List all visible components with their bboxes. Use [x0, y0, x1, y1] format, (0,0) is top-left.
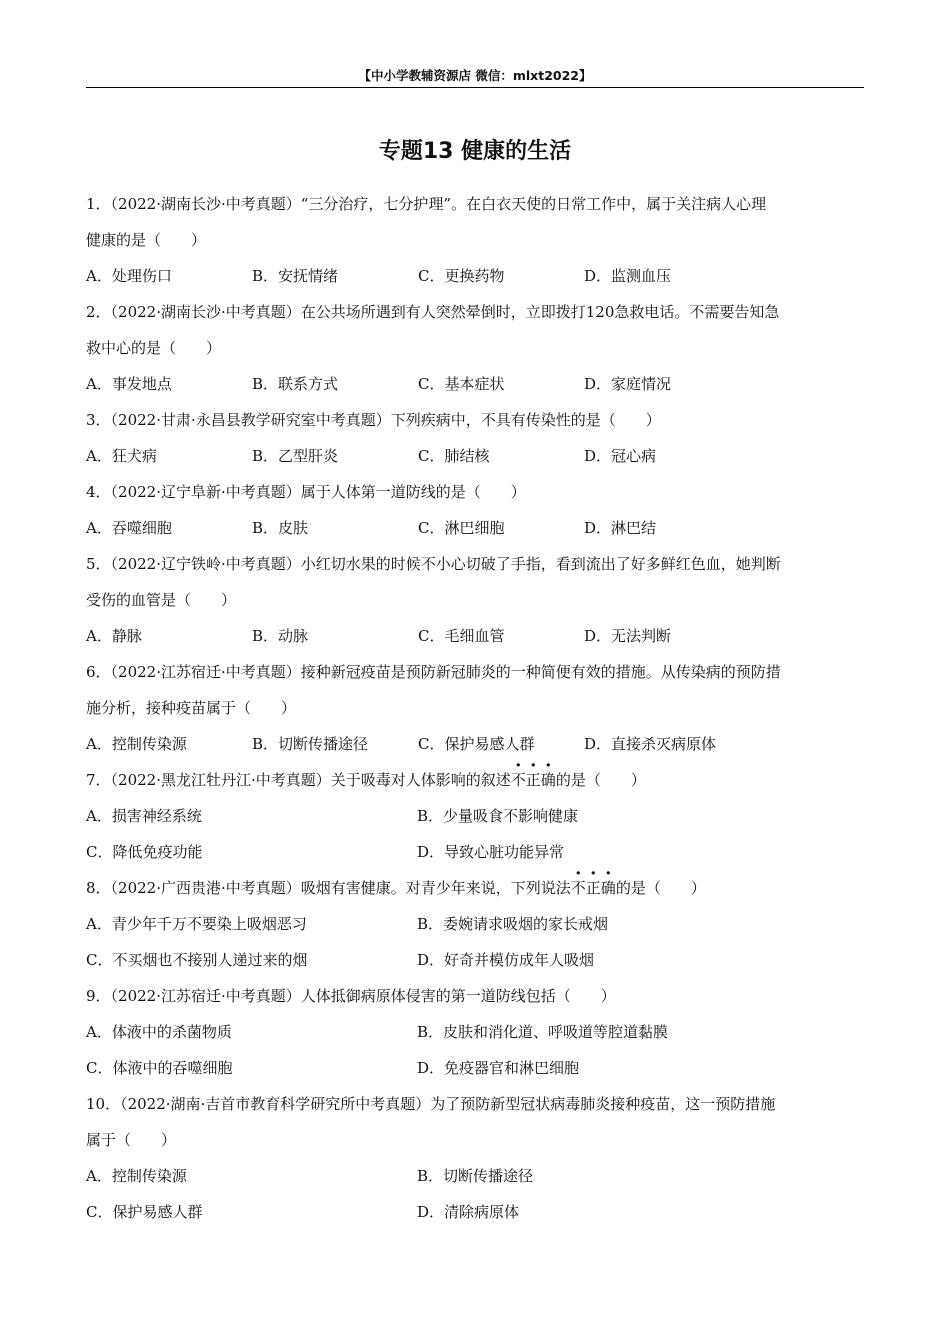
question-stem: 1．（2022·湖南长沙·中考真题）“三分治疗，七分护理”。在白衣天使的日常工作中，属于关注病人心理 — [86, 195, 767, 213]
option-d: D．家庭情况 — [584, 375, 672, 393]
question-stem: 9．（2022·江苏宿迁·中考真题）人体抵御病原体侵害的第一道防线包括（ ） — [86, 987, 616, 1005]
option-a: A．静脉 — [86, 627, 142, 645]
question-3 — [86, 402, 864, 474]
option-c: C．更换药物 — [418, 267, 505, 285]
question-stem: 6．（2022·江苏宿迁·中考真题）接种新冠疫苗是预防新冠肺炎的一种简便有效的措施。从传染病的预防措 — [86, 663, 781, 681]
option-c: C．保护易感人群 — [418, 735, 535, 753]
options-row — [86, 942, 864, 978]
option-d: D．免疫器官和淋巴细胞 — [417, 1059, 580, 1077]
option-d: D．淋巴结 — [584, 519, 657, 537]
emphasis-char: 正 — [585, 879, 601, 897]
option-d: D．监测血压 — [584, 267, 672, 285]
question-stem-continued: 受伤的血管是（ ） — [86, 591, 237, 609]
question-stem-continued: 健康的是（ ） — [86, 231, 207, 249]
option-d: D．导致心脏功能异常 — [417, 843, 565, 861]
question-stem: 5．（2022·辽宁铁岭·中考真题）小红切水果的时候不小心切破了手指，看到流出了好多鲜红色血，她判断 — [86, 555, 781, 573]
options-row — [86, 1158, 864, 1194]
option-d: D．清除病原体 — [417, 1203, 520, 1221]
option-b: B．动脉 — [252, 627, 309, 645]
options-row — [86, 618, 864, 654]
question-2 — [86, 294, 864, 402]
question-5 — [86, 546, 864, 654]
option-c: C．毛细血管 — [418, 627, 505, 645]
option-a: A．狂犬病 — [86, 447, 157, 465]
option-c: C．淋巴细胞 — [418, 519, 505, 537]
options-row — [86, 366, 864, 402]
emphasis-char: 确 — [540, 771, 556, 789]
options-row — [86, 438, 864, 474]
option-a: A．青少年千万不要染上吸烟恶习 — [86, 915, 307, 933]
question-10 — [86, 1086, 864, 1230]
question-9 — [86, 978, 864, 1086]
option-a: A．控制传染源 — [86, 1167, 187, 1185]
option-b: B．切断传播途径 — [252, 735, 369, 753]
question-stem-continued: 施分析，接种疫苗属于（ ） — [86, 699, 297, 717]
question-stem: 3．（2022·甘肃·永昌县教学研究室中考真题）下列疾病中，不具有传染性的是（ ） — [86, 411, 661, 429]
option-a: A．损害神经系统 — [86, 807, 202, 825]
question-stem: 4．（2022·辽宁阜新·中考真题）属于人体第一道防线的是（ ） — [86, 483, 526, 501]
emphasis-char: 正 — [525, 771, 541, 789]
option-b: B．委婉请求吸烟的家长戒烟 — [417, 915, 609, 933]
page-header: 【中小学教辅资源店 微信：mlxt2022】 — [358, 68, 592, 83]
options-row — [86, 834, 864, 870]
question-stem — [86, 762, 864, 798]
stem-text: 7．（2022·黑龙江牡丹江·中考真题）关于吸毒对人体影响的叙述 — [86, 771, 511, 789]
option-a: A．处理伤口 — [86, 267, 172, 285]
stem-text: 的是（ ） — [615, 879, 706, 897]
stem-text: 的是（ ） — [555, 771, 646, 789]
options-row — [86, 798, 864, 834]
question-stem — [86, 870, 864, 906]
question-6 — [86, 654, 864, 762]
option-d: D．直接杀灭病原体 — [584, 735, 717, 753]
option-d: D．好奇并模仿成年人吸烟 — [417, 951, 595, 969]
option-d: D．无法判断 — [584, 627, 672, 645]
question-stem-continued: 救中心的是（ ） — [86, 339, 222, 357]
option-b: B．皮肤 — [252, 519, 309, 537]
emphasis-char: 不 — [510, 771, 526, 789]
page-title: 专题13 健康的生活 — [378, 139, 572, 164]
option-a: A．事发地点 — [86, 375, 172, 393]
option-b: B．乙型肝炎 — [252, 447, 339, 465]
stem-text: 8．（2022·广西贵港·中考真题）吸烟有害健康。对青少年来说，下列说法 — [86, 879, 571, 897]
question-7 — [86, 762, 864, 870]
question-stem-continued: 属于（ ） — [86, 1131, 177, 1149]
option-b: B．联系方式 — [252, 375, 339, 393]
options-row — [86, 258, 864, 294]
options-row — [86, 1050, 864, 1086]
options-row — [86, 726, 864, 762]
option-c: C．基本症状 — [418, 375, 505, 393]
option-a: A．控制传染源 — [86, 735, 187, 753]
option-b: B．切断传播途径 — [417, 1167, 534, 1185]
question-stem: 2．（2022·湖南长沙·中考真题）在公共场所遇到有人突然晕倒时，立即拨打120急救电话。不需要告知急 — [86, 303, 780, 321]
option-c: C．体液中的吞噬细胞 — [86, 1059, 233, 1077]
question-list — [86, 186, 864, 1230]
emphasis-char: 确 — [600, 879, 616, 897]
option-c: C．保护易感人群 — [86, 1203, 203, 1221]
option-c: C．肺结核 — [418, 447, 490, 465]
options-row — [86, 510, 864, 546]
option-c: C．降低免疫功能 — [86, 843, 203, 861]
option-a: A．体液中的杀菌物质 — [86, 1023, 232, 1041]
option-b: B．皮肤和消化道、呼吸道等腔道黏膜 — [417, 1023, 669, 1041]
question-4 — [86, 474, 864, 546]
option-d: D．冠心病 — [584, 447, 657, 465]
option-a: A．吞噬细胞 — [86, 519, 172, 537]
option-b: B．安抚情绪 — [252, 267, 339, 285]
header-divider — [86, 87, 864, 88]
question-8 — [86, 870, 864, 978]
emphasis-char: 不 — [570, 879, 586, 897]
option-b: B．少量吸食不影响健康 — [417, 807, 579, 825]
question-1 — [86, 186, 864, 294]
options-row — [86, 906, 864, 942]
options-row — [86, 1194, 864, 1230]
question-stem: 10．（2022·湖南·吉首市教育科学研究所中考真题）为了预防新型冠状病毒肺炎接种疫苗，这一预防措施 — [86, 1095, 776, 1113]
options-row — [86, 1014, 864, 1050]
option-c: C．不买烟也不接别人递过来的烟 — [86, 951, 308, 969]
